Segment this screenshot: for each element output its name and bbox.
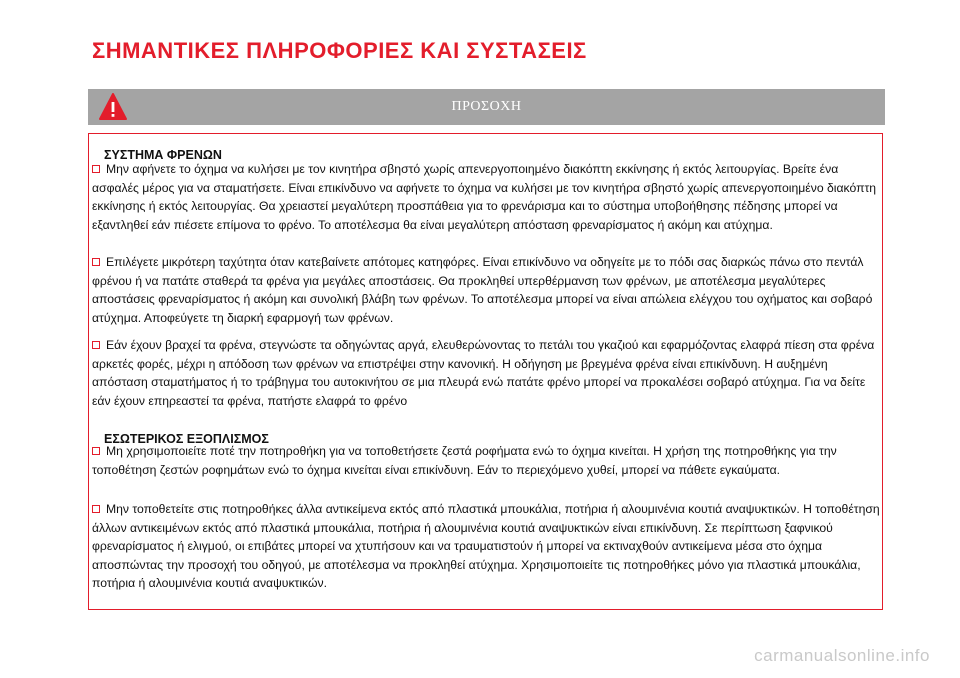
paragraph-interior-2 (92, 500, 880, 593)
section-heading-interior: ΕΣΩΤΕΡΙΚΟΣ ΕΞΟΠΛΙΣΜΟΣ (104, 432, 269, 446)
bullet-square-icon (92, 341, 100, 349)
bullet-square-icon (92, 258, 100, 266)
paragraph-text: Μην αφήνετε το όχημα να κυλήσει με τον κινητήρα σβηστό χωρίς απενεργοποιημένο διακόπτη εκκίνησης ή εκτός λειτουργίας. Βρείτε ένα ασφαλές μέρος για να σταματήσετε. Είναι επικίνδυνο να αφήνετε το όχημα να κυλήσει με τον κινητήρα σβηστό χωρίς απενεργοποιημένο διακόπτη εκκίνησης ή εκτός λειτουργίας. Θα χρειαστεί μεγαλύτερη προσπάθεια για το φρενάρισμα και το σύστημα υποβοήθησης πέδησης μπορεί να εξαντληθεί εάν πιέσετε επίμονα το φρένο. Το αποτέλεσμα θα είναι μεγαλύτερη απόσταση φρεναρίσματος ή ακόμη και ατύχημα. (92, 162, 877, 232)
warning-label: ΠΡΟΣΟΧΗ (451, 99, 522, 114)
bullet-square-icon (92, 165, 100, 173)
paragraph-interior-1 (92, 442, 880, 479)
paragraph-brakes-2 (92, 253, 880, 327)
paragraph-text: Μη χρησιμοποιείτε ποτέ την ποτηροθήκη για να τοποθετήσετε ζεστά ροφήματα ενώ το όχημα κινείται. Η χρήση της ποτηροθήκης για την τοποθέτηση ζεστών ροφημάτων ενώ το όχημα κινείται είναι επικίνδυνη. Εάν το περιεχόμενο χυθεί, μπορεί να πάθετε εγκαύματα. (92, 444, 837, 477)
bullet-square-icon (92, 505, 100, 513)
paragraph-text: Εάν έχουν βραχεί τα φρένα, στεγνώστε τα οδηγώντας αργά, ελευθερώνοντας το πετάλι του γκαζιού και εφαρμόζοντας ελαφρά πίεση στα φρένα αρκετές φορές, μέχρι η απόδοση των φρένων να επιστρέψει στην κανονική. Η οδήγηση με βρεγμένα φρένα είναι επικίνδυνη. Η αυξημένη απόσταση σταματήματος ή το τράβηγμα του αυτοκινήτου σε μια πλευρά ενώ πατάτε φρένο μπορεί να προκαλέσει σοβαρό ατύχημα. Για να δείτε εάν έχουν επηρεαστεί τα φρένα, πατήστε ελαφρά το φρένο (92, 338, 875, 408)
bullet-square-icon (92, 447, 100, 455)
paragraph-brakes-1 (92, 160, 880, 234)
page-title: ΣΗΜΑΝΤΙΚΕΣ ΠΛΗΡΟΦΟΡΙΕΣ ΚΑΙ ΣΥΣΤΑΣΕΙΣ (92, 38, 587, 63)
section-heading-brakes: ΣΥΣΤΗΜΑ ΦΡΕΝΩΝ (104, 148, 222, 162)
paragraph-text: Επιλέγετε μικρότερη ταχύτητα όταν κατεβαίνετε απότομες κατηφόρες. Είναι επικίνδυνο να οδηγείτε με το πόδι σας διαρκώς πάνω στο πεντάλ φρένου ή να πατάτε σταθερά τα φρένα για μεγάλες αποστάσεις. Θα προκληθεί υπερθέρμανση των φρένων, με αποτέλεσμα μεγαλύτερες αποστάσεις φρεναρίσματος ή ακόμη και συνολική βλάβη των φρένων. Το αποτέλεσμα μπορεί να είναι απώλεια ελέγχου του οχήματος και σοβαρό ατύχημα. Αποφεύγετε τη διαρκή εφαρμογή των φρένων. (92, 255, 873, 325)
watermark: carmanualsonline.info (754, 646, 930, 665)
paragraph-brakes-3 (92, 336, 880, 410)
paragraph-text: Μην τοποθετείτε στις ποτηροθήκες άλλα αντικείμενα εκτός από πλαστικά μπουκάλια, ποτήρια ή αλουμινένια κουτιά αναψυκτικών. Η τοποθέτηση άλλων αντικειμένων εκτός από πλαστικά μπουκάλια, ποτήρια ή αλουμινένια κουτιά αναψυκτικών είναι επικίνδυνη. Σε περίπτωση ξαφνικού φρεναρίσματος ή ελιγμού, οι επιβάτες μπορεί να χτυπήσουν και να τραυματιστούν ή μπορεί να εκτιναχθούν αντικείμενα μέσα στο όχημα αποσπώντας την προσοχή του οδηγού, με αποτέλεσμα να προκληθεί ατύχημα. Χρησιμοποιείτε τις ποτηροθήκες μόνο για πλαστικά μπουκάλια, ποτήρια ή αλουμινένια κουτιά αναψυκτικών. (92, 502, 880, 591)
warning-banner (88, 89, 885, 125)
